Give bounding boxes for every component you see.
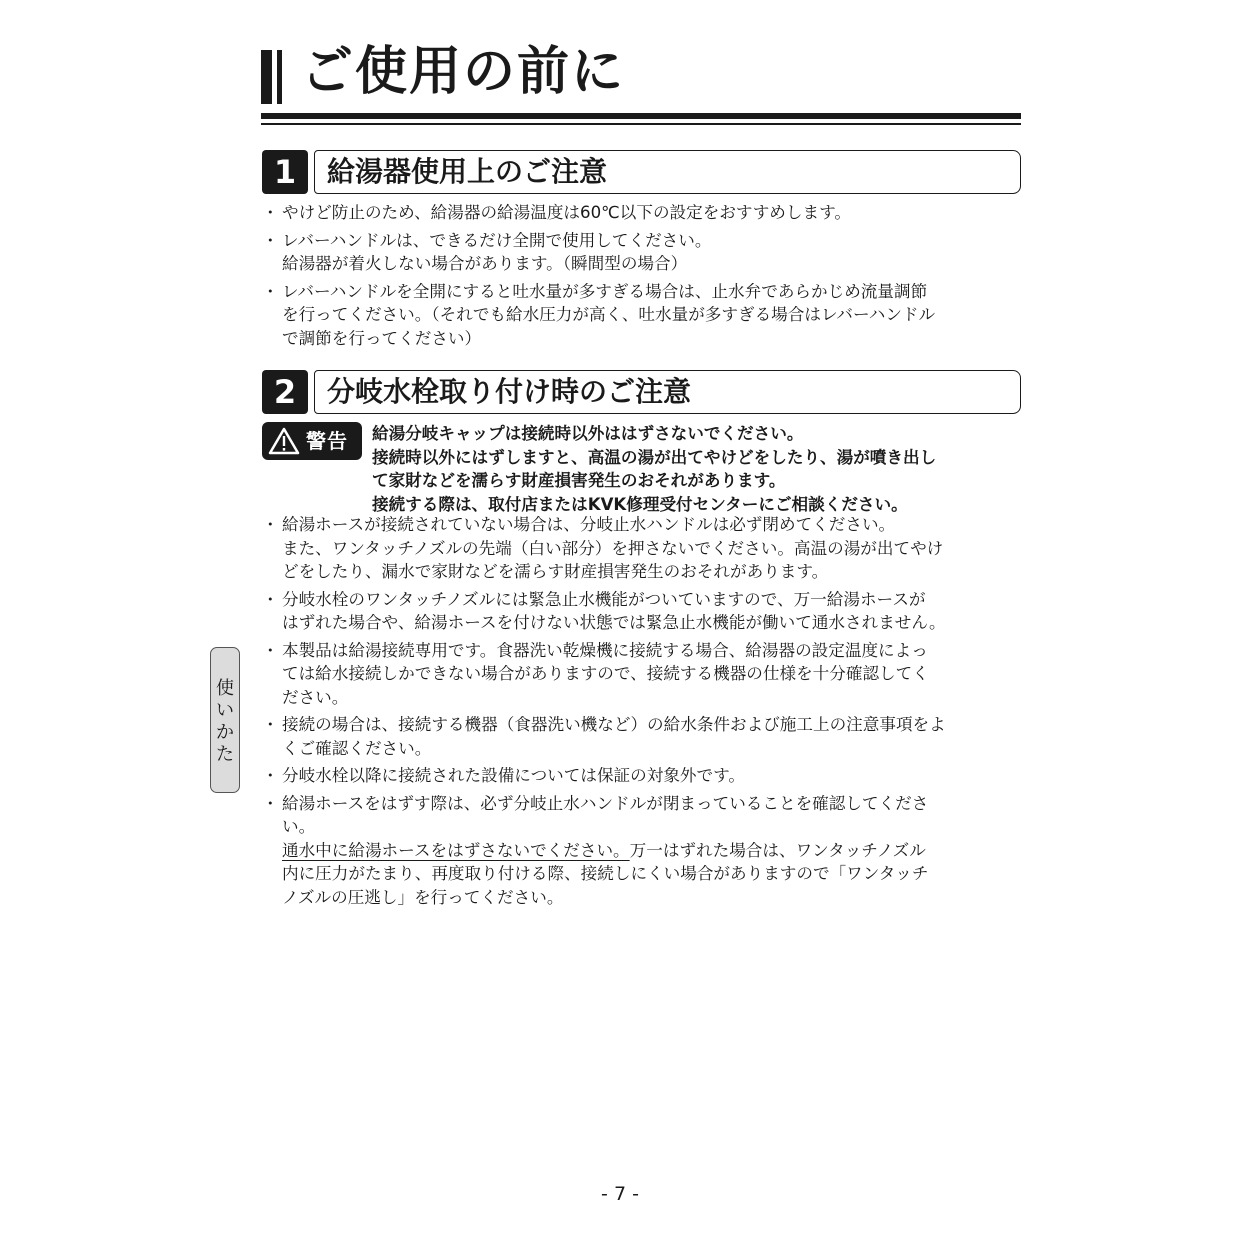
bullet-line: 給湯器が着火しない場合があります。（瞬間型の場合） xyxy=(282,254,688,273)
warning-line: 接続時以外にはずしますと、高温の湯が出てやけどをしたり、湯が噴き出し xyxy=(372,447,937,467)
header-rule xyxy=(261,113,1021,119)
side-tab-char: か xyxy=(216,722,234,743)
bullet-line: ださい。 xyxy=(282,687,349,707)
side-index-tab xyxy=(210,647,240,793)
bullet-line: ・ レバーハンドルを全開にすると吐水量が多すぎる場合は、止水弁であらかじめ流量調節 xyxy=(282,281,928,301)
bullet-item xyxy=(262,713,1022,760)
header-bar-decoration xyxy=(261,50,272,104)
side-tab-char: た xyxy=(216,744,234,765)
bullet-line: 内に圧力がたまり、再度取り付ける際、接続しにくい場合がありますので「ワンタッチ xyxy=(282,864,929,883)
bullet-item xyxy=(262,280,1022,351)
warning-line: 給湯分岐キャップは接続時以外ははずさないでください。 xyxy=(372,424,804,443)
warning-line: 接続する際は、取付店またはKVK修理受付センターにご相談ください。 xyxy=(372,494,908,514)
bullet-item xyxy=(262,792,1022,910)
bullet-line: を行ってください。（それでも給水圧力が高く、吐水量が多すぎる場合はレバーハンドル xyxy=(282,305,936,324)
page-header xyxy=(261,44,1021,128)
bullet-line: で調節を行ってください） xyxy=(282,328,482,348)
warning-block xyxy=(262,422,1022,512)
bullet-line: ・ レバーハンドルは、できるだけ全開で使用してください。 xyxy=(282,230,712,250)
page-title: ご使用の前に xyxy=(301,42,626,102)
section-title: 給湯器使用上のご注意 xyxy=(327,155,608,188)
section-1-heading xyxy=(262,150,1021,194)
side-tab-char: 使 xyxy=(216,678,234,699)
bullet-item xyxy=(262,201,1022,225)
bullet-line: ・ 給湯ホースが接続されていない場合は、分岐止水ハンドルは必ず閉めてください。 xyxy=(282,515,896,534)
bullet-line: ノズルの圧逃し」を行ってください。 xyxy=(282,887,564,907)
section-2-bullets xyxy=(262,513,1022,913)
bullet-line: い。 xyxy=(282,817,316,836)
bullet-line xyxy=(282,839,1022,863)
bullet-line: ・ 分岐水栓以降に接続された設備については保証の対象外です。 xyxy=(282,766,745,785)
bullet-line: また、ワンタッチノズルの先端（白い部分）を押さないでください。高温の湯が出てやけ xyxy=(282,538,944,558)
warning-triangle-icon xyxy=(268,427,300,455)
underlined-caution: 通水中に給湯ホースをはずさないでください。 xyxy=(282,840,630,860)
warning-badge xyxy=(262,422,362,460)
header-bar-decoration xyxy=(277,50,282,104)
side-tab-char: い xyxy=(216,700,234,721)
section-title-box xyxy=(314,370,1021,414)
bullet-item xyxy=(262,513,1022,584)
section-title: 分岐水栓取り付け時のご注意 xyxy=(327,375,692,408)
bullet-line: くご確認ください。 xyxy=(282,738,432,758)
bullet-item xyxy=(262,229,1022,276)
bullet-line: ・ 給湯ホースをはずす際は、必ず分岐止水ハンドルが閉まっていることを確認してくださ xyxy=(282,793,929,813)
bullet-line: ・ 本製品は給湯接続専用です。食器洗い乾燥機に接続する場合、給湯器の設定温度によっ xyxy=(282,640,928,660)
section-number: 2 xyxy=(262,370,308,414)
bullet-line: ・ 分岐水栓のワンタッチノズルには緊急止水機能がついていますので、万一給湯ホースが xyxy=(282,589,926,609)
page-number: - 7 - xyxy=(601,1183,639,1205)
bullet-line: はずれた場合や、給湯ホースを付けない状態では緊急止水機能が働いて通水されません。 xyxy=(282,613,946,632)
section-number: 1 xyxy=(262,150,308,194)
warning-text xyxy=(372,422,1022,516)
header-rule xyxy=(261,123,1021,125)
bullet-line: ・ やけど防止のため、給湯器の給湯温度は60℃以下の設定をおすすめします。 xyxy=(282,203,851,222)
section-title-box xyxy=(314,150,1021,194)
bullet-item xyxy=(262,764,1022,788)
section-2-heading xyxy=(262,370,1021,414)
caution-continuation: 万一はずれた場合は、ワンタッチノズル xyxy=(629,840,926,860)
warning-line: て家財などを濡らす財産損害発生のおそれがあります。 xyxy=(372,471,786,490)
bullet-line: どをしたり、漏水で家財などを濡らす財産損害発生のおそれがあります。 xyxy=(282,562,829,581)
bullet-item xyxy=(262,639,1022,710)
warning-label: 警告 xyxy=(306,429,348,453)
bullet-line: ・ 接続の場合は、接続する機器（食器洗い機など）の給水条件および施工上の注意事項をよ xyxy=(282,715,946,734)
bullet-item xyxy=(262,588,1022,635)
section-1-bullets xyxy=(262,201,1022,354)
bullet-line: ては給水接続しかできない場合がありますので、接続する機器の仕様を十分確認してく xyxy=(282,664,929,683)
